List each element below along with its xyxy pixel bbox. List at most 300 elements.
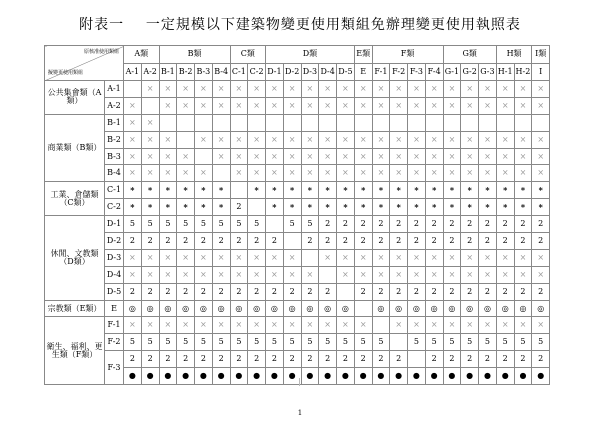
level-mark-cell: 2: [177, 351, 195, 368]
cross-mark-cell: ×: [159, 81, 177, 98]
cross-mark-cell: ×: [141, 148, 159, 165]
cross-mark-cell: ×: [248, 81, 266, 98]
cross-mark-cell: ×: [408, 81, 426, 98]
class-header: E類: [354, 46, 372, 64]
star-mark-cell: *: [514, 199, 532, 216]
cross-mark-cell: ×: [372, 81, 390, 98]
level-mark-cell: 2: [301, 283, 319, 300]
group-label: 衛生、福利、更生類（F類）: [45, 317, 105, 385]
bullet-mark-cell: ●: [212, 368, 230, 385]
level-mark-cell: 2: [159, 283, 177, 300]
level-mark-cell: 2: [319, 283, 337, 300]
circle-mark-cell: ◎: [248, 300, 266, 317]
cross-mark-cell: ×: [177, 97, 195, 114]
circle-mark-cell: ◎: [177, 300, 195, 317]
cross-mark-cell: ×: [372, 165, 390, 182]
code-header: F-1: [372, 63, 390, 81]
level-mark-cell: 2: [479, 351, 497, 368]
empty-cell: [212, 114, 230, 131]
cross-mark-cell: ×: [337, 266, 355, 283]
level-mark-cell: 2: [177, 233, 195, 250]
title-prefix: 附表一: [79, 17, 125, 33]
star-mark-cell: *: [372, 182, 390, 199]
cross-mark-cell: ×: [124, 165, 142, 182]
cross-mark-cell: ×: [408, 131, 426, 148]
level-mark-cell: 5: [212, 334, 230, 351]
table-row: [45, 216, 550, 233]
cross-mark-cell: ×: [141, 165, 159, 182]
cross-mark-cell: ×: [212, 81, 230, 98]
level-mark-cell: 2: [212, 233, 230, 250]
level-mark-cell: 5: [177, 334, 195, 351]
cross-mark-cell: ×: [337, 131, 355, 148]
cross-mark-cell: ×: [496, 249, 514, 266]
level-mark-cell: 2: [408, 283, 426, 300]
level-mark-cell: 2: [425, 351, 443, 368]
cross-mark-cell: ×: [283, 317, 301, 334]
cross-mark-cell: ×: [425, 148, 443, 165]
table-row: [45, 165, 550, 182]
circle-mark-cell: ◎: [337, 300, 355, 317]
star-mark-cell: *: [479, 182, 497, 199]
circle-mark-cell: ◎: [212, 300, 230, 317]
table-row: [45, 266, 550, 283]
circle-mark-cell: ◎: [159, 300, 177, 317]
star-mark-cell: *: [390, 182, 408, 199]
group-label: 宗教類（E類）: [45, 300, 105, 317]
cross-mark-cell: ×: [532, 148, 550, 165]
cross-mark-cell: ×: [479, 97, 497, 114]
cross-mark-cell: ×: [141, 317, 159, 334]
row-code: F-1: [105, 317, 124, 334]
star-mark-cell: *: [514, 182, 532, 199]
cross-mark-cell: ×: [283, 131, 301, 148]
fold-mark: [299, 378, 300, 386]
bullet-mark-cell: ●: [372, 368, 390, 385]
table-row: [45, 148, 550, 165]
code-header: B-1: [159, 63, 177, 81]
cross-mark-cell: ×: [461, 266, 479, 283]
cross-mark-cell: ×: [425, 165, 443, 182]
cross-mark-cell: ×: [230, 97, 248, 114]
empty-cell: [283, 233, 301, 250]
level-mark-cell: 2: [461, 216, 479, 233]
bullet-mark-cell: ●: [301, 368, 319, 385]
cross-mark-cell: ×: [532, 249, 550, 266]
star-mark-cell: *: [141, 182, 159, 199]
cross-mark-cell: ×: [319, 148, 337, 165]
cross-mark-cell: ×: [479, 249, 497, 266]
star-mark-cell: *: [337, 182, 355, 199]
cross-mark-cell: ×: [301, 165, 319, 182]
cross-mark-cell: ×: [479, 165, 497, 182]
cross-mark-cell: ×: [283, 97, 301, 114]
cross-mark-cell: ×: [248, 249, 266, 266]
cross-mark-cell: ×: [159, 249, 177, 266]
cross-mark-cell: ×: [390, 97, 408, 114]
empty-cell: [230, 114, 248, 131]
cross-mark-cell: ×: [319, 131, 337, 148]
star-mark-cell: *: [461, 199, 479, 216]
row-code: F-2: [105, 334, 124, 351]
cross-mark-cell: ×: [514, 131, 532, 148]
level-mark-cell: 2: [532, 351, 550, 368]
cross-mark-cell: ×: [532, 266, 550, 283]
cross-mark-cell: ×: [372, 97, 390, 114]
circle-mark-cell: ◎: [124, 300, 142, 317]
level-mark-cell: 5: [248, 334, 266, 351]
code-header: B-4: [212, 63, 230, 81]
cross-mark-cell: ×: [319, 317, 337, 334]
level-mark-cell: 2: [496, 351, 514, 368]
level-mark-cell: 2: [266, 233, 284, 250]
cross-mark-cell: ×: [195, 317, 213, 334]
empty-cell: [159, 114, 177, 131]
cross-mark-cell: ×: [372, 131, 390, 148]
bullet-mark-cell: ●: [354, 368, 372, 385]
cross-mark-cell: ×: [425, 317, 443, 334]
cross-mark-cell: ×: [283, 81, 301, 98]
cross-mark-cell: ×: [390, 131, 408, 148]
level-mark-cell: 2: [230, 283, 248, 300]
star-mark-cell: *: [124, 199, 142, 216]
star-mark-cell: *: [532, 182, 550, 199]
row-code: D-3: [105, 249, 124, 266]
circle-mark-cell: ◎: [390, 300, 408, 317]
cross-mark-cell: ×: [212, 148, 230, 165]
row-code: D-5: [105, 283, 124, 300]
empty-cell: [372, 114, 390, 131]
level-mark-cell: 2: [301, 351, 319, 368]
star-mark-cell: *: [319, 199, 337, 216]
table-row: [45, 351, 550, 368]
empty-cell: [141, 97, 159, 114]
row-code: B-4: [105, 165, 124, 182]
star-mark-cell: *: [248, 182, 266, 199]
level-mark-cell: 2: [514, 216, 532, 233]
cross-mark-cell: ×: [390, 266, 408, 283]
class-header: B類: [159, 46, 230, 64]
level-mark-cell: 2: [532, 233, 550, 250]
cross-mark-cell: ×: [443, 131, 461, 148]
star-mark-cell: *: [408, 199, 426, 216]
level-mark-cell: 5: [195, 334, 213, 351]
empty-cell: [443, 114, 461, 131]
empty-cell: [301, 249, 319, 266]
level-mark-cell: 2: [425, 283, 443, 300]
cross-mark-cell: ×: [514, 266, 532, 283]
level-mark-cell: 2: [248, 283, 266, 300]
cross-mark-cell: ×: [354, 81, 372, 98]
empty-cell: [425, 114, 443, 131]
bullet-mark-cell: ●: [141, 368, 159, 385]
cross-mark-cell: ×: [461, 165, 479, 182]
cross-mark-cell: ×: [124, 114, 142, 131]
level-mark-cell: 5: [532, 334, 550, 351]
table-row: [45, 114, 550, 131]
cross-mark-cell: ×: [195, 165, 213, 182]
cross-mark-cell: ×: [141, 131, 159, 148]
circle-mark-cell: ◎: [195, 300, 213, 317]
table-row: [45, 81, 550, 98]
row-code: A-1: [105, 81, 124, 98]
table-row: [45, 97, 550, 114]
star-mark-cell: *: [283, 182, 301, 199]
cross-mark-cell: ×: [354, 97, 372, 114]
level-mark-cell: 2: [496, 233, 514, 250]
bullet-mark-cell: ●: [496, 368, 514, 385]
cross-mark-cell: ×: [337, 148, 355, 165]
cross-mark-cell: ×: [354, 131, 372, 148]
cross-mark-cell: ×: [195, 131, 213, 148]
level-mark-cell: 2: [443, 351, 461, 368]
row-code: B-2: [105, 131, 124, 148]
cross-mark-cell: ×: [408, 148, 426, 165]
cross-mark-cell: ×: [390, 317, 408, 334]
circle-mark-cell: ◎: [443, 300, 461, 317]
cross-mark-cell: ×: [532, 81, 550, 98]
level-mark-cell: 5: [124, 216, 142, 233]
star-mark-cell: *: [266, 199, 284, 216]
empty-cell: [212, 165, 230, 182]
cross-mark-cell: ×: [266, 131, 284, 148]
level-mark-cell: 5: [248, 216, 266, 233]
circle-mark-cell: ◎: [301, 300, 319, 317]
bullet-mark-cell: ●: [443, 368, 461, 385]
table-row: [45, 283, 550, 300]
code-header: D-5: [337, 63, 355, 81]
cross-mark-cell: ×: [159, 97, 177, 114]
star-mark-cell: *: [212, 182, 230, 199]
cross-mark-cell: ×: [354, 148, 372, 165]
level-mark-cell: 2: [319, 216, 337, 233]
group-label: 工業、倉儲類（C類）: [45, 182, 105, 216]
cross-mark-cell: ×: [283, 249, 301, 266]
empty-cell: [230, 182, 248, 199]
cross-mark-cell: ×: [124, 148, 142, 165]
code-header: F-2: [390, 63, 408, 81]
level-mark-cell: 2: [479, 216, 497, 233]
cross-mark-cell: ×: [230, 165, 248, 182]
cross-mark-cell: ×: [248, 148, 266, 165]
cross-mark-cell: ×: [266, 148, 284, 165]
cross-mark-cell: ×: [390, 81, 408, 98]
cross-mark-cell: ×: [159, 165, 177, 182]
empty-cell: [408, 351, 426, 368]
level-mark-cell: 2: [443, 216, 461, 233]
level-mark-cell: 2: [514, 283, 532, 300]
cross-mark-cell: ×: [514, 148, 532, 165]
empty-cell: [479, 114, 497, 131]
cross-mark-cell: ×: [248, 97, 266, 114]
star-mark-cell: *: [372, 199, 390, 216]
cross-mark-cell: ×: [496, 266, 514, 283]
row-code: C-1: [105, 182, 124, 199]
bullet-mark-cell: ●: [248, 368, 266, 385]
cross-mark-cell: ×: [354, 249, 372, 266]
level-mark-cell: 5: [230, 216, 248, 233]
bullet-mark-cell: ●: [266, 368, 284, 385]
cross-mark-cell: ×: [230, 148, 248, 165]
group-label: 休閒、文教類（D類）: [45, 216, 105, 300]
cross-mark-cell: ×: [443, 266, 461, 283]
new-class-label: 擬變更使用類組: [48, 70, 84, 76]
bullet-mark-cell: ●: [230, 368, 248, 385]
star-mark-cell: *: [337, 199, 355, 216]
class-header: I類: [532, 46, 550, 64]
empty-cell: [319, 266, 337, 283]
cross-mark-cell: ×: [124, 249, 142, 266]
level-mark-cell: 5: [141, 334, 159, 351]
star-mark-cell: *: [195, 182, 213, 199]
code-header: D-2: [283, 63, 301, 81]
cross-mark-cell: ×: [425, 249, 443, 266]
circle-mark-cell: ◎: [514, 300, 532, 317]
star-mark-cell: *: [354, 182, 372, 199]
level-mark-cell: 2: [461, 283, 479, 300]
cross-mark-cell: ×: [301, 317, 319, 334]
cross-mark-cell: ×: [283, 165, 301, 182]
cross-mark-cell: ×: [212, 249, 230, 266]
table-row: [45, 199, 550, 216]
code-header: D-4: [319, 63, 337, 81]
cross-mark-cell: ×: [319, 81, 337, 98]
cross-mark-cell: ×: [177, 317, 195, 334]
level-mark-cell: 5: [283, 216, 301, 233]
star-mark-cell: *: [212, 199, 230, 216]
cross-mark-cell: ×: [177, 249, 195, 266]
cross-mark-cell: ×: [514, 317, 532, 334]
cross-mark-cell: ×: [177, 165, 195, 182]
cross-mark-cell: ×: [301, 131, 319, 148]
level-mark-cell: 5: [372, 334, 390, 351]
cross-mark-cell: ×: [283, 148, 301, 165]
class-header: A類: [124, 46, 160, 64]
level-mark-cell: 5: [301, 334, 319, 351]
empty-cell: [354, 300, 372, 317]
level-mark-cell: 2: [230, 351, 248, 368]
cross-mark-cell: ×: [461, 148, 479, 165]
empty-cell: [337, 283, 355, 300]
cross-mark-cell: ×: [212, 317, 230, 334]
level-mark-cell: 2: [461, 233, 479, 250]
cross-mark-cell: ×: [408, 97, 426, 114]
empty-cell: [337, 114, 355, 131]
cross-mark-cell: ×: [283, 266, 301, 283]
cross-mark-cell: ×: [443, 81, 461, 98]
cross-mark-cell: ×: [479, 148, 497, 165]
empty-cell: [390, 114, 408, 131]
empty-cell: [195, 114, 213, 131]
cross-mark-cell: ×: [319, 165, 337, 182]
row-code: C-2: [105, 199, 124, 216]
level-mark-cell: 2: [124, 233, 142, 250]
cross-mark-cell: ×: [408, 266, 426, 283]
table-row: [45, 182, 550, 199]
circle-mark-cell: ◎: [141, 300, 159, 317]
level-mark-cell: 5: [141, 216, 159, 233]
cross-mark-cell: ×: [354, 317, 372, 334]
code-header: H-1: [496, 63, 514, 81]
star-mark-cell: *: [301, 182, 319, 199]
cross-mark-cell: ×: [354, 266, 372, 283]
row-code: B-3: [105, 148, 124, 165]
cross-mark-cell: ×: [425, 97, 443, 114]
cross-mark-cell: ×: [532, 165, 550, 182]
cross-mark-cell: ×: [390, 165, 408, 182]
cross-mark-cell: ×: [195, 249, 213, 266]
level-mark-cell: 5: [159, 334, 177, 351]
cross-mark-cell: ×: [177, 148, 195, 165]
level-mark-cell: 5: [461, 334, 479, 351]
star-mark-cell: *: [479, 199, 497, 216]
cross-mark-cell: ×: [390, 249, 408, 266]
cross-mark-cell: ×: [266, 266, 284, 283]
level-mark-cell: 2: [124, 351, 142, 368]
empty-cell: [354, 114, 372, 131]
bullet-mark-cell: ●: [195, 368, 213, 385]
cross-mark-cell: ×: [461, 97, 479, 114]
code-header: F-4: [425, 63, 443, 81]
level-mark-cell: 2: [141, 351, 159, 368]
cross-mark-cell: ×: [195, 81, 213, 98]
star-mark-cell: *: [195, 199, 213, 216]
cross-mark-cell: ×: [266, 249, 284, 266]
level-mark-cell: 5: [425, 334, 443, 351]
row-code: A-2: [105, 97, 124, 114]
cross-mark-cell: ×: [319, 97, 337, 114]
empty-cell: [532, 114, 550, 131]
bullet-mark-cell: ●: [124, 368, 142, 385]
level-mark-cell: 5: [124, 334, 142, 351]
bullet-mark-cell: ●: [283, 368, 301, 385]
level-mark-cell: 5: [514, 334, 532, 351]
cross-mark-cell: ×: [124, 317, 142, 334]
code-header: D-1: [266, 63, 284, 81]
level-mark-cell: 2: [230, 233, 248, 250]
empty-cell: [283, 114, 301, 131]
level-mark-cell: 2: [195, 351, 213, 368]
level-mark-cell: 2: [337, 351, 355, 368]
bullet-mark-cell: ●: [425, 368, 443, 385]
star-mark-cell: *: [354, 199, 372, 216]
level-mark-cell: 5: [195, 216, 213, 233]
level-mark-cell: 2: [408, 216, 426, 233]
cross-mark-cell: ×: [372, 266, 390, 283]
row-code: D-4: [105, 266, 124, 283]
star-mark-cell: *: [266, 182, 284, 199]
bullet-mark-cell: ●: [337, 368, 355, 385]
cross-mark-cell: ×: [496, 81, 514, 98]
level-mark-cell: 2: [425, 233, 443, 250]
level-mark-cell: 2: [248, 351, 266, 368]
level-mark-cell: 5: [337, 334, 355, 351]
empty-cell: [248, 114, 266, 131]
circle-mark-cell: ◎: [319, 300, 337, 317]
cross-mark-cell: ×: [425, 81, 443, 98]
conversion-table: [44, 45, 550, 385]
level-mark-cell: 5: [230, 334, 248, 351]
star-mark-cell: *: [124, 182, 142, 199]
circle-mark-cell: ◎: [266, 300, 284, 317]
cross-mark-cell: ×: [212, 266, 230, 283]
cross-mark-cell: ×: [337, 165, 355, 182]
level-mark-cell: 2: [372, 283, 390, 300]
level-mark-cell: 2: [266, 283, 284, 300]
level-mark-cell: 2: [319, 233, 337, 250]
level-mark-cell: 2: [319, 351, 337, 368]
table-row: [45, 233, 550, 250]
